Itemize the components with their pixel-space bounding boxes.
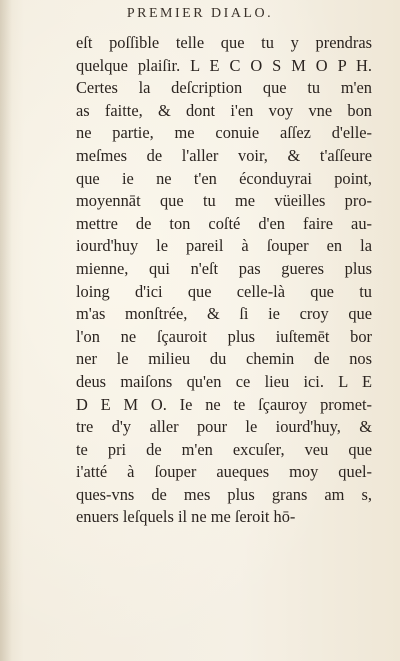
text-line: deus maiſons qu'en ce lieu ici. L E: [76, 371, 372, 391]
text-line: enuers leſquels il ne me ſeroit hō-: [76, 507, 296, 527]
text-line: ner le milieu du chemin de nos: [76, 349, 372, 369]
text-line: m'as monſtrée, & ſi ie croy que: [76, 304, 372, 324]
text-line: mienne, qui n'eſt pas gueres plus: [76, 258, 372, 278]
text-line: iourd'huy le pareil à ſouper en la: [76, 236, 372, 256]
text-line: meſmes de l'aller voir, & t'aſſeure: [76, 145, 372, 165]
text-line: ques-vns de mes plus grans am s,: [76, 484, 372, 504]
text-line: ne partie, me conuie aſſez d'elle-: [76, 123, 372, 143]
text-line: D E M O. Ie ne te ſçauroy promet-: [76, 394, 372, 414]
text-line: que ie ne t'en éconduyrai point,: [76, 168, 372, 188]
text-line: mettre de ton coſté d'en faire au-: [76, 213, 372, 233]
text-line: tre d'y aller pour le iourd'huy, &: [76, 417, 372, 437]
text-line: eſt poſſible telle que tu y prendras: [76, 33, 372, 52]
spine-shadow: [0, 0, 12, 661]
text-line: i'atté à ſouper aueques moy quel-: [76, 462, 372, 482]
running-head: PREMIER DIALO.: [126, 6, 274, 21]
text-line: moyennāt que tu me vüeilles pro-: [76, 191, 372, 211]
text-line: as faitte, & dont i'en voy vne bon: [76, 100, 372, 120]
text-line: Certes la deſcription que tu m'en: [76, 78, 372, 98]
text-line: quelque plaiſir. L E C O S M O P H.: [76, 55, 372, 75]
text-line: l'on ne ſçauroit plus iuſtemēt bor: [76, 326, 372, 346]
text-line: te pri de m'en excuſer, veu que: [76, 439, 372, 459]
text-line: loing d'ici que celle-là que tu: [76, 281, 372, 301]
body-text: [76, 32, 372, 529]
